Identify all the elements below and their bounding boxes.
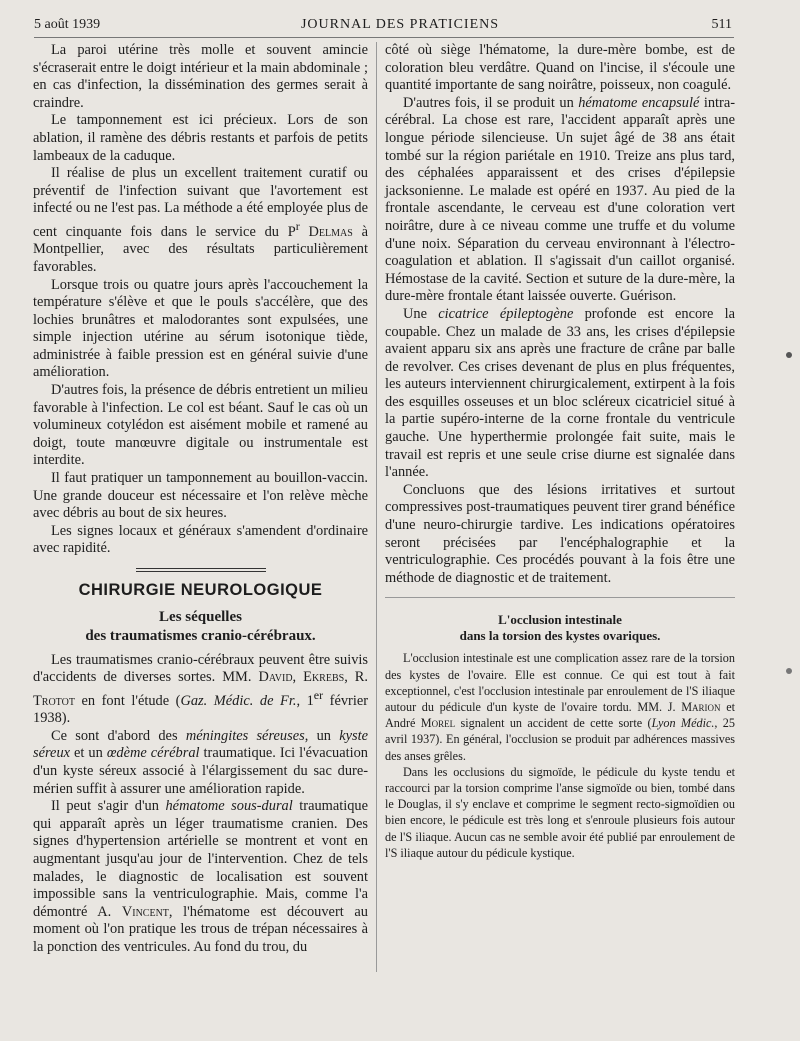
column-divider bbox=[376, 42, 377, 972]
text-run: D'autres fois, il se produit un bbox=[403, 94, 579, 111]
paragraph bbox=[385, 650, 735, 763]
paragraph: côté où siège l'hématome, la dure-mère bombe, est de coloration bleu verdâtre. Quand on l'incise, il s'écoule une quantité importante de sang noirâtre, poisseux, non coagulé. bbox=[385, 42, 735, 94]
paragraph bbox=[385, 306, 735, 482]
paragraph: La paroi utérine très molle et souvent amincie s'écraserait entre le doigt intérieur et la main abdominale ; en cas d'infection, la dissémination des germes serait à craindre. bbox=[33, 42, 368, 111]
paragraph: Lorsque trois ou quatre jours après l'accouchement la température s'élève et que le pouls s'accélère, que des lochies brunâtres et malodorantes sont expulsées, une simple injection utérine au sérum isotonique tiède, administrée à faible pression est en général suivie d'une amélioration. bbox=[33, 276, 368, 381]
text-run: Il peut s'agir d'un bbox=[51, 798, 166, 815]
text-run: signalent un accident de cette sorte ( bbox=[455, 716, 652, 731]
paragraph bbox=[33, 165, 368, 276]
text-run: profonde est encore la coupable. Chez un malade de 33 ans, les crises d'épilepsie avaient apparu six ans après une fracture de crâne par balle de revolver. Ces crises devenant de plus en plus fréquentes, les auteurs interviennent chirurgicalement, extirpent à la fois des esquilles osseuses et un bloc scléreux cicatriciel situé à la partie supéro-interne de la corne frontale du ventricule gauche. Une hyperthermie prolongée fait suite, mais le travail est repris et une seule crise diurne est signalée dans l'année. bbox=[385, 305, 735, 481]
paragraph bbox=[33, 652, 368, 728]
author-name: David, Ekrebs bbox=[258, 669, 345, 686]
paragraph: Dans les occlusions du sigmoïde, le pédicule du kyste tendu et raccourci par la torsion comprime l'anse sigmoïde ou bien, tombé dans le Douglas, il s'y enclave et comprime le segment recto-sigmoïdien ou bien encore, le pédicule est très long et s'enroule plusieurs fois autour de l'S iliaque. Aucun cas ne semble avoir été publié par enroulement de l'S iliaque autour du pédicule kystique. bbox=[385, 764, 735, 860]
page-header bbox=[0, 0, 800, 40]
text-run: , l'hématome est découvert au moment où l'on pratique les trous de trépan nécessaires à la ponction des ventricules. Au fond du trou, du bbox=[33, 903, 368, 955]
emphasis: méningites séreuses bbox=[185, 727, 305, 744]
author-name: Marion bbox=[681, 700, 721, 715]
section-separator bbox=[136, 568, 266, 572]
text-run: traumatique. Ici l'évacuation d'un kyste séreux associé à l'élargissement du sac dure-mérien suffit à assurer une amélioration rapide. bbox=[33, 745, 368, 797]
margin-mark bbox=[786, 668, 792, 674]
author-name: Morel bbox=[420, 716, 456, 731]
author-name: Trotot bbox=[33, 692, 75, 709]
text-run: traumatique qui apparaît après un léger traumatisme cranien. Des signes d'hypertension artérielle se montrent et vont en augmentant jusqu'au jour de l'intervention. Chez de tels malades, le diagnostic de localisation est souvent impossible sans la ventriculographie. Mais, comme l'a démontré A. bbox=[33, 798, 369, 920]
text-run: février 1938). bbox=[33, 692, 369, 727]
text-run: , 1 bbox=[296, 692, 314, 709]
text-run: Une bbox=[403, 305, 439, 322]
superscript: r bbox=[295, 218, 300, 233]
article-separator bbox=[385, 597, 735, 598]
paragraph bbox=[33, 798, 368, 956]
article-title-line: Les séquelles bbox=[159, 608, 242, 625]
emphasis: hématome encapsulé bbox=[578, 94, 700, 111]
paragraph: D'autres fois, la présence de débris entretient un milieu favorable à l'infection. Le col est béant. Sauf le cas où un volumineux cotylédon est aisément mobile et ramené au doigt, toute manœuvre digitale ou instrumentale est interdite. bbox=[33, 382, 368, 469]
article-title-line: des traumatismes cranio-cérébraux. bbox=[85, 627, 316, 644]
text-run: , 25 avril 1937). En général, l'occlusion se produit par adhérences massives des anses grêles. bbox=[385, 716, 735, 763]
citation: Lyon Médic. bbox=[651, 716, 715, 731]
emphasis: hématome sous-dural bbox=[165, 798, 293, 815]
article-title-line: dans la torsion des kystes ovariques. bbox=[459, 628, 661, 644]
text-run: , R. bbox=[344, 669, 368, 686]
emphasis: cicatrice épileptogène bbox=[438, 305, 574, 322]
text-run: , un bbox=[304, 727, 340, 744]
left-column bbox=[33, 42, 368, 957]
header-date: 5 août 1939 bbox=[34, 17, 101, 32]
author-name: Delmas bbox=[308, 223, 353, 240]
paragraph: Il faut pratiquer un tamponnement au bouillon-vaccin. Une grande douceur est nécessaire et l'on relève mèche avec débris au bout de six heures. bbox=[33, 470, 368, 522]
article-title bbox=[33, 608, 368, 646]
header-page-number: 511 bbox=[711, 17, 732, 32]
text-run: à Montpellier, avec des résultats particulièrement favorables. bbox=[33, 223, 368, 275]
emphasis: œdème cérébral bbox=[106, 745, 200, 762]
text-run: en font l'étude ( bbox=[74, 692, 181, 709]
text-run: Ce sont d'abord des bbox=[51, 727, 186, 744]
text-run: L'occlusion intestinale est une complication assez rare de la torsion des kystes de l'ovaire. Elle est connue. Ce qui est tout à fait exceptionnel, c'est l'occlusion intestinale par enroulement de l'S iliaque autour du pédicule d'un kyste de l'ovaire tordu. MM. J. bbox=[385, 651, 735, 715]
right-column bbox=[385, 42, 735, 861]
paragraph: Le tamponnement est ici précieux. Lors de son ablation, il ramène des débris restants et parfois de petits lambeaux de la caduque. bbox=[33, 112, 368, 164]
section-heading: CHIRURGIE NEUROLOGIQUE bbox=[78, 581, 323, 600]
paragraph bbox=[33, 728, 368, 798]
header-rule bbox=[34, 37, 734, 38]
article-title-line: L'occlusion intestinale bbox=[498, 612, 622, 628]
citation: Gaz. Médic. de Fr. bbox=[180, 692, 297, 709]
emphasis: kyste séreux bbox=[33, 727, 368, 762]
superscript: er bbox=[313, 687, 324, 702]
margin-mark bbox=[786, 352, 792, 358]
paragraph: Concluons que des lésions irritatives et surtout compressives post-traumatiques peuvent tirer grand bénéfice d'une neuro-chirurgie tardive. Les indications opératoires seront précisées par l'encéphalographie et la ventriculographie. Ces procédés pouvant à la fois être une méthode de diagnostic et de traitement. bbox=[385, 481, 735, 586]
text-run: intra-cérébral. La chose est rare, l'accident apparaît après une longue période silencieuse. Un sujet âgé de 38 ans était tombé sur la région pariétale en 1910. Treize ans plus tard, des céphalées apparaissent et des crises d'épilepsie jacksonienne. Le malade est opéré en 1937. Au pied de la frontale ascendante, le cerveau est d'une coloration vert noirâtre, dure à ce niveau comme une truffe et du volume d'une noix. Séparation du cerveau environnant à l'électro-coagulation et ablation. Il s'agissait d'un caillot organisé. Hémostase de la cavité. Section et suture de la dure-mère, la dure-mère frontale étant laissée ouverte. Guérison. bbox=[385, 94, 735, 305]
header-journal-title: JOURNAL DES PRATICIENS bbox=[300, 17, 500, 32]
text-run: Les traumatismes cranio-cérébraux peuvent être suivis d'accidents de diverses sortes. MM. bbox=[33, 651, 368, 686]
text-run: et un bbox=[70, 745, 107, 762]
article-title bbox=[385, 612, 735, 644]
paragraph bbox=[385, 95, 735, 306]
paragraph: Les signes locaux et généraux s'amendent d'ordinaire avec rapidité. bbox=[33, 522, 368, 557]
text-run: Il réalise de plus un excellent traitement curatif ou préventif de l'infection suivant que l'avortement est infecté ou ne l'est pas. La méthode a été employée plus de cent cinquante fois dans le service du P bbox=[33, 165, 368, 240]
text-run: et André bbox=[385, 700, 735, 731]
author-name: Vincent bbox=[121, 903, 169, 920]
